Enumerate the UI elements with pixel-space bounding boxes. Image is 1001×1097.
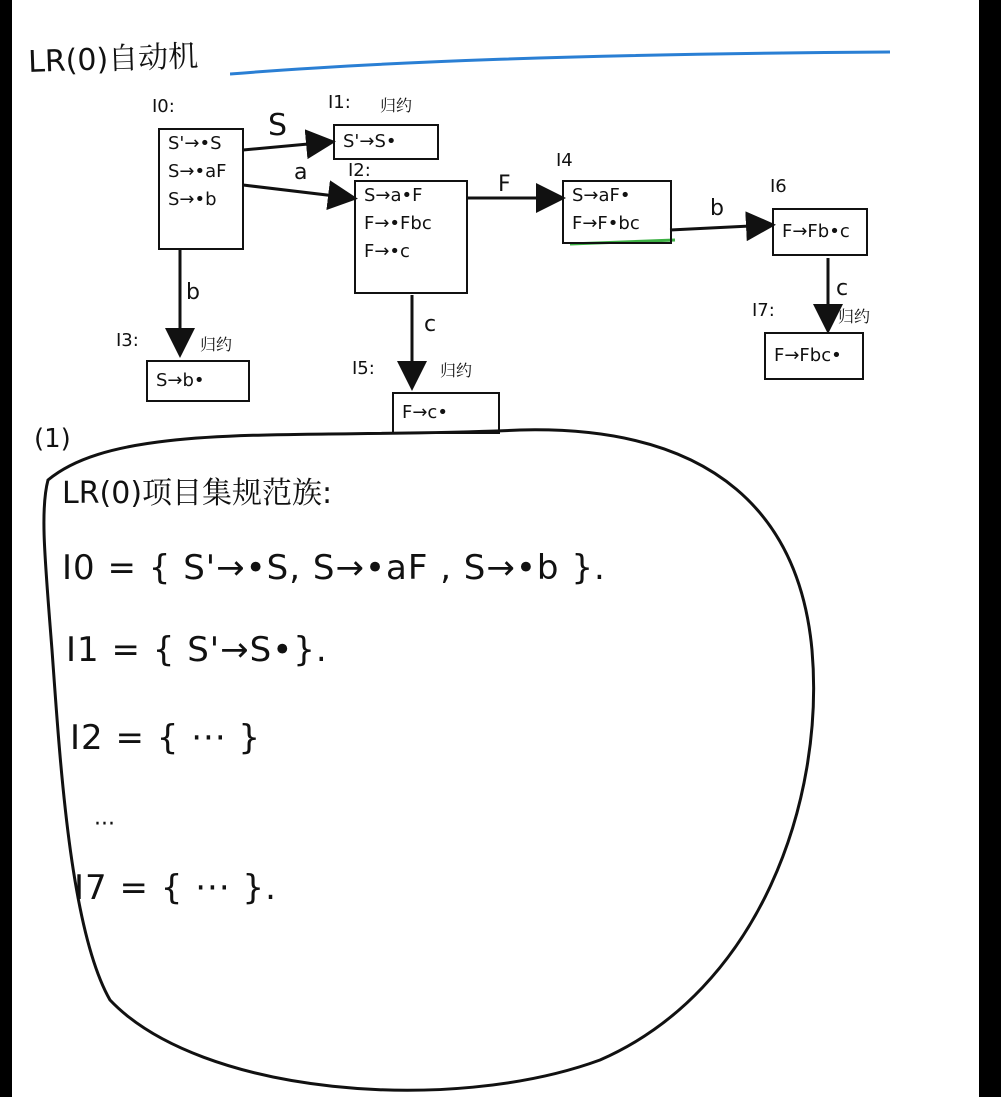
collection-line-I1: I1 = { S'→S•}. <box>66 630 328 670</box>
I1-item-1: S'→S• <box>343 131 397 152</box>
I0-label: I0: <box>152 96 175 117</box>
I6-label: I6 <box>770 176 787 197</box>
I3-label: I3: <box>116 330 139 351</box>
I1-note: 归约 <box>380 96 413 115</box>
section-marker: (1) <box>34 424 71 454</box>
I4-item-1: S→aF• <box>572 185 631 206</box>
I4-item-2: F→F•bc <box>572 213 640 234</box>
I6-item-1: F→Fb•c <box>782 221 850 242</box>
edge-label-a: a <box>294 160 308 185</box>
big-hand-drawn-circle <box>44 430 814 1090</box>
I1-label: I1: <box>328 92 351 113</box>
edge-label-S: S <box>268 108 288 143</box>
collection-line-I0: I0 = { S'→•S, S→•aF , S→•b }. <box>62 548 606 588</box>
I7-item-1: F→Fbc• <box>774 345 842 366</box>
I3-item-1: S→b• <box>156 370 205 391</box>
collection-line-I2: I2 = { ··· } <box>70 718 262 758</box>
edge-I0-I1 <box>243 142 330 150</box>
collection-line-ellipsis: ··· <box>94 812 115 837</box>
state-I4-box <box>562 180 672 244</box>
I0-item-2: S→•aF <box>168 161 227 182</box>
I7-label: I7: <box>752 300 775 321</box>
state-I7-box <box>764 332 864 380</box>
I3-note: 归约 <box>200 335 233 354</box>
state-I2-box <box>354 180 468 294</box>
I2-item-1: S→a•F <box>364 185 423 206</box>
I2-item-2: F→•Fbc <box>364 213 432 234</box>
state-I1-box <box>333 124 439 160</box>
I5-note: 归约 <box>440 361 473 380</box>
collection-line-I7: I7 = { ··· }. <box>74 868 277 908</box>
I2-label: I2: <box>348 160 371 181</box>
edge-I4-I6 <box>670 225 770 230</box>
I5-item-1: F→c• <box>402 402 448 423</box>
edge-label-F: F <box>498 172 511 197</box>
edge-label-c-I7: c <box>836 276 849 301</box>
page-title: LR(0)自动机 <box>27 39 199 80</box>
edge-label-b-I6: b <box>710 196 724 221</box>
I0-item-1: S'→•S <box>168 133 222 154</box>
state-I6-box <box>772 208 868 256</box>
edge-label-b: b <box>186 280 200 305</box>
state-I3-box <box>146 360 250 402</box>
I0-item-3: S→•b <box>168 189 217 210</box>
edge-I0-I2 <box>243 185 352 198</box>
I5-label: I5: <box>352 358 375 379</box>
edge-label-c-I5: c <box>424 312 437 337</box>
I4-label: I4 <box>556 150 573 171</box>
state-I0-box <box>158 128 244 250</box>
I7-note: 归约 <box>838 307 871 326</box>
state-I5-box <box>392 392 500 434</box>
collection-heading: LR(0)项目集规范族: <box>62 476 333 511</box>
I2-item-3: F→•c <box>364 241 410 262</box>
